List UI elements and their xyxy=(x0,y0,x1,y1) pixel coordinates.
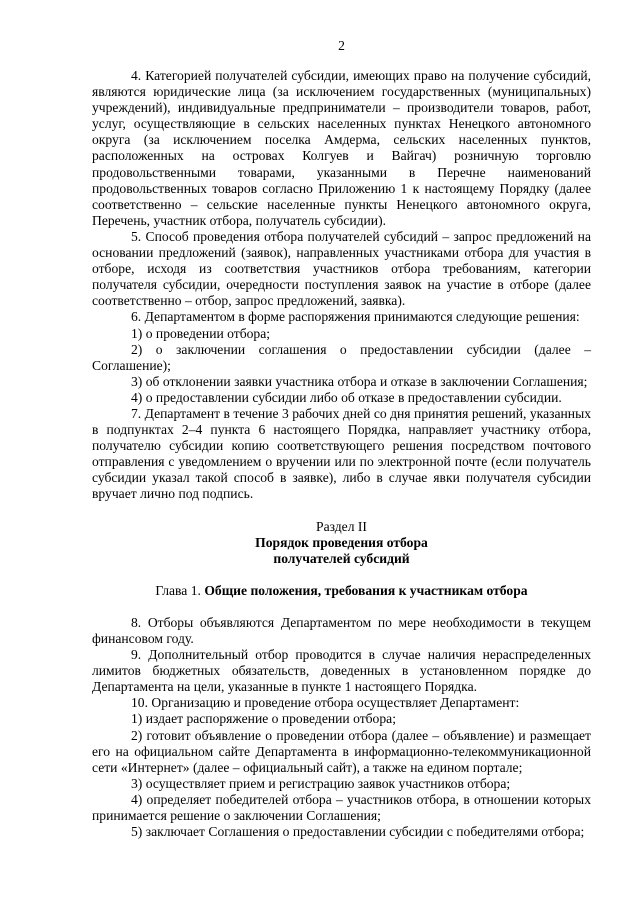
paragraph-10-item-5: 5) заключает Соглашения о предоставлении субсидии с победителями отбора; xyxy=(131,824,585,840)
paragraph-10-item-3: 3) осуществляет прием и регистрацию заявок участников отбора; xyxy=(131,775,511,791)
paragraph-10: 10. Организацию и проведение отбора осуществляет Департамент: xyxy=(131,695,520,711)
section-title-line-1: Порядок проведения отбора xyxy=(255,534,428,550)
chapter-heading xyxy=(92,583,591,599)
document-body xyxy=(92,68,591,840)
paragraph-6: 6. Департаментом в форме распоряжения принимаются следующие решения: xyxy=(131,309,580,325)
chapter-prefix: Глава 1. xyxy=(155,582,205,598)
paragraph-10-item-4: 4) определяет победителей отбора – участников отбора, в отношении которых принимается решение о заключении Соглашения; xyxy=(92,791,591,824)
paragraph-6-item-4: 4) о предоставлении субсидии либо об отказе в предоставлении субсидии. xyxy=(131,389,562,405)
paragraph-10-item-2: 2) готовит объявление о проведении отбора (далее – объявление) и размещает его на официальном сайте Департамента в информационно-телекоммуникационной сети «Интернет» (далее – официальный сайт), а также на едином портале; xyxy=(92,727,591,775)
section-title-line-2: получателей субсидий xyxy=(273,550,410,566)
spacer xyxy=(92,567,591,583)
paragraph-5: 5. Способ проведения отбора получателей субсидий – запрос предложений на основании предложений (заявок), направленных участниками отбора для участия в отборе, исходя из соответствия участников отбора требованиям, категории получателя субсидии, очередности поступления заявок на участие в отборе (далее соответственно – отбор, запрос предложений, заявка). xyxy=(92,228,591,309)
paragraph-4: 4. Категорией получателей субсидии, имеющих право на получение субсидий, являются юридические лица (за исключением государственных (муниципальных) учреждений), индивидуальные предприниматели – производители товаров, работ, услуг, осуществляющие в сельских населенных пунктах Ненецкого автономного округа (за исключением поселка Амдерма, сельских населенных пунктов, расположенных на островах Колгуев и Вайгач) розничную торговлю продовольственными товарами, указанными в Перечне наименований продовольственных товаров согласно Приложению 1 к настоящему Порядку (далее соответственно – сельские населенные пункты Ненецкого автономного округа, Перечень, участник отбора, получатель субсидии). xyxy=(92,68,591,228)
paragraph-6-item-3: 3) об отклонении заявки участника отбора и отказе в заключении Соглашения; xyxy=(131,373,588,389)
chapter-title: Общие положения, требования к участникам отбора xyxy=(204,582,528,598)
section-label: Раздел II xyxy=(316,518,367,534)
page-number: 2 xyxy=(338,38,345,53)
paragraph-9: 9. Дополнительный отбор проводится в случае наличия нераспределенных лимитов бюджетных обязательств, доведенных в установленном порядке до Департамента на цели, указанные в пункте 1 настоящего Порядка. xyxy=(92,647,591,695)
paragraph-7: 7. Департамент в течение 3 рабочих дней со дня принятия решений, указанных в подпунктах 2–4 пункта 6 настоящего Порядка, направляет участнику отбора, получателю субсидии копию соответствующего решения посредством почтового отправления с уведомлением о вручении или по электронной почте (если получатель субсидии указал такой способ в заявке), либо в случае явки получателя субсидии вручает лично под подпись. xyxy=(92,405,591,502)
spacer xyxy=(92,503,591,519)
spacer xyxy=(92,599,591,615)
paragraph-8: 8. Отборы объявляются Департаментом по мере необходимости в текущем финансовом году. xyxy=(92,614,591,646)
paragraph-6-item-2: 2) о заключении соглашения о предоставлении субсидии (далее – Соглашение); xyxy=(92,341,591,373)
paragraph-6-item-1: 1) о проведении отбора; xyxy=(131,325,271,341)
paragraph-10-item-1: 1) издает распоряжение о проведении отбора; xyxy=(131,711,396,727)
